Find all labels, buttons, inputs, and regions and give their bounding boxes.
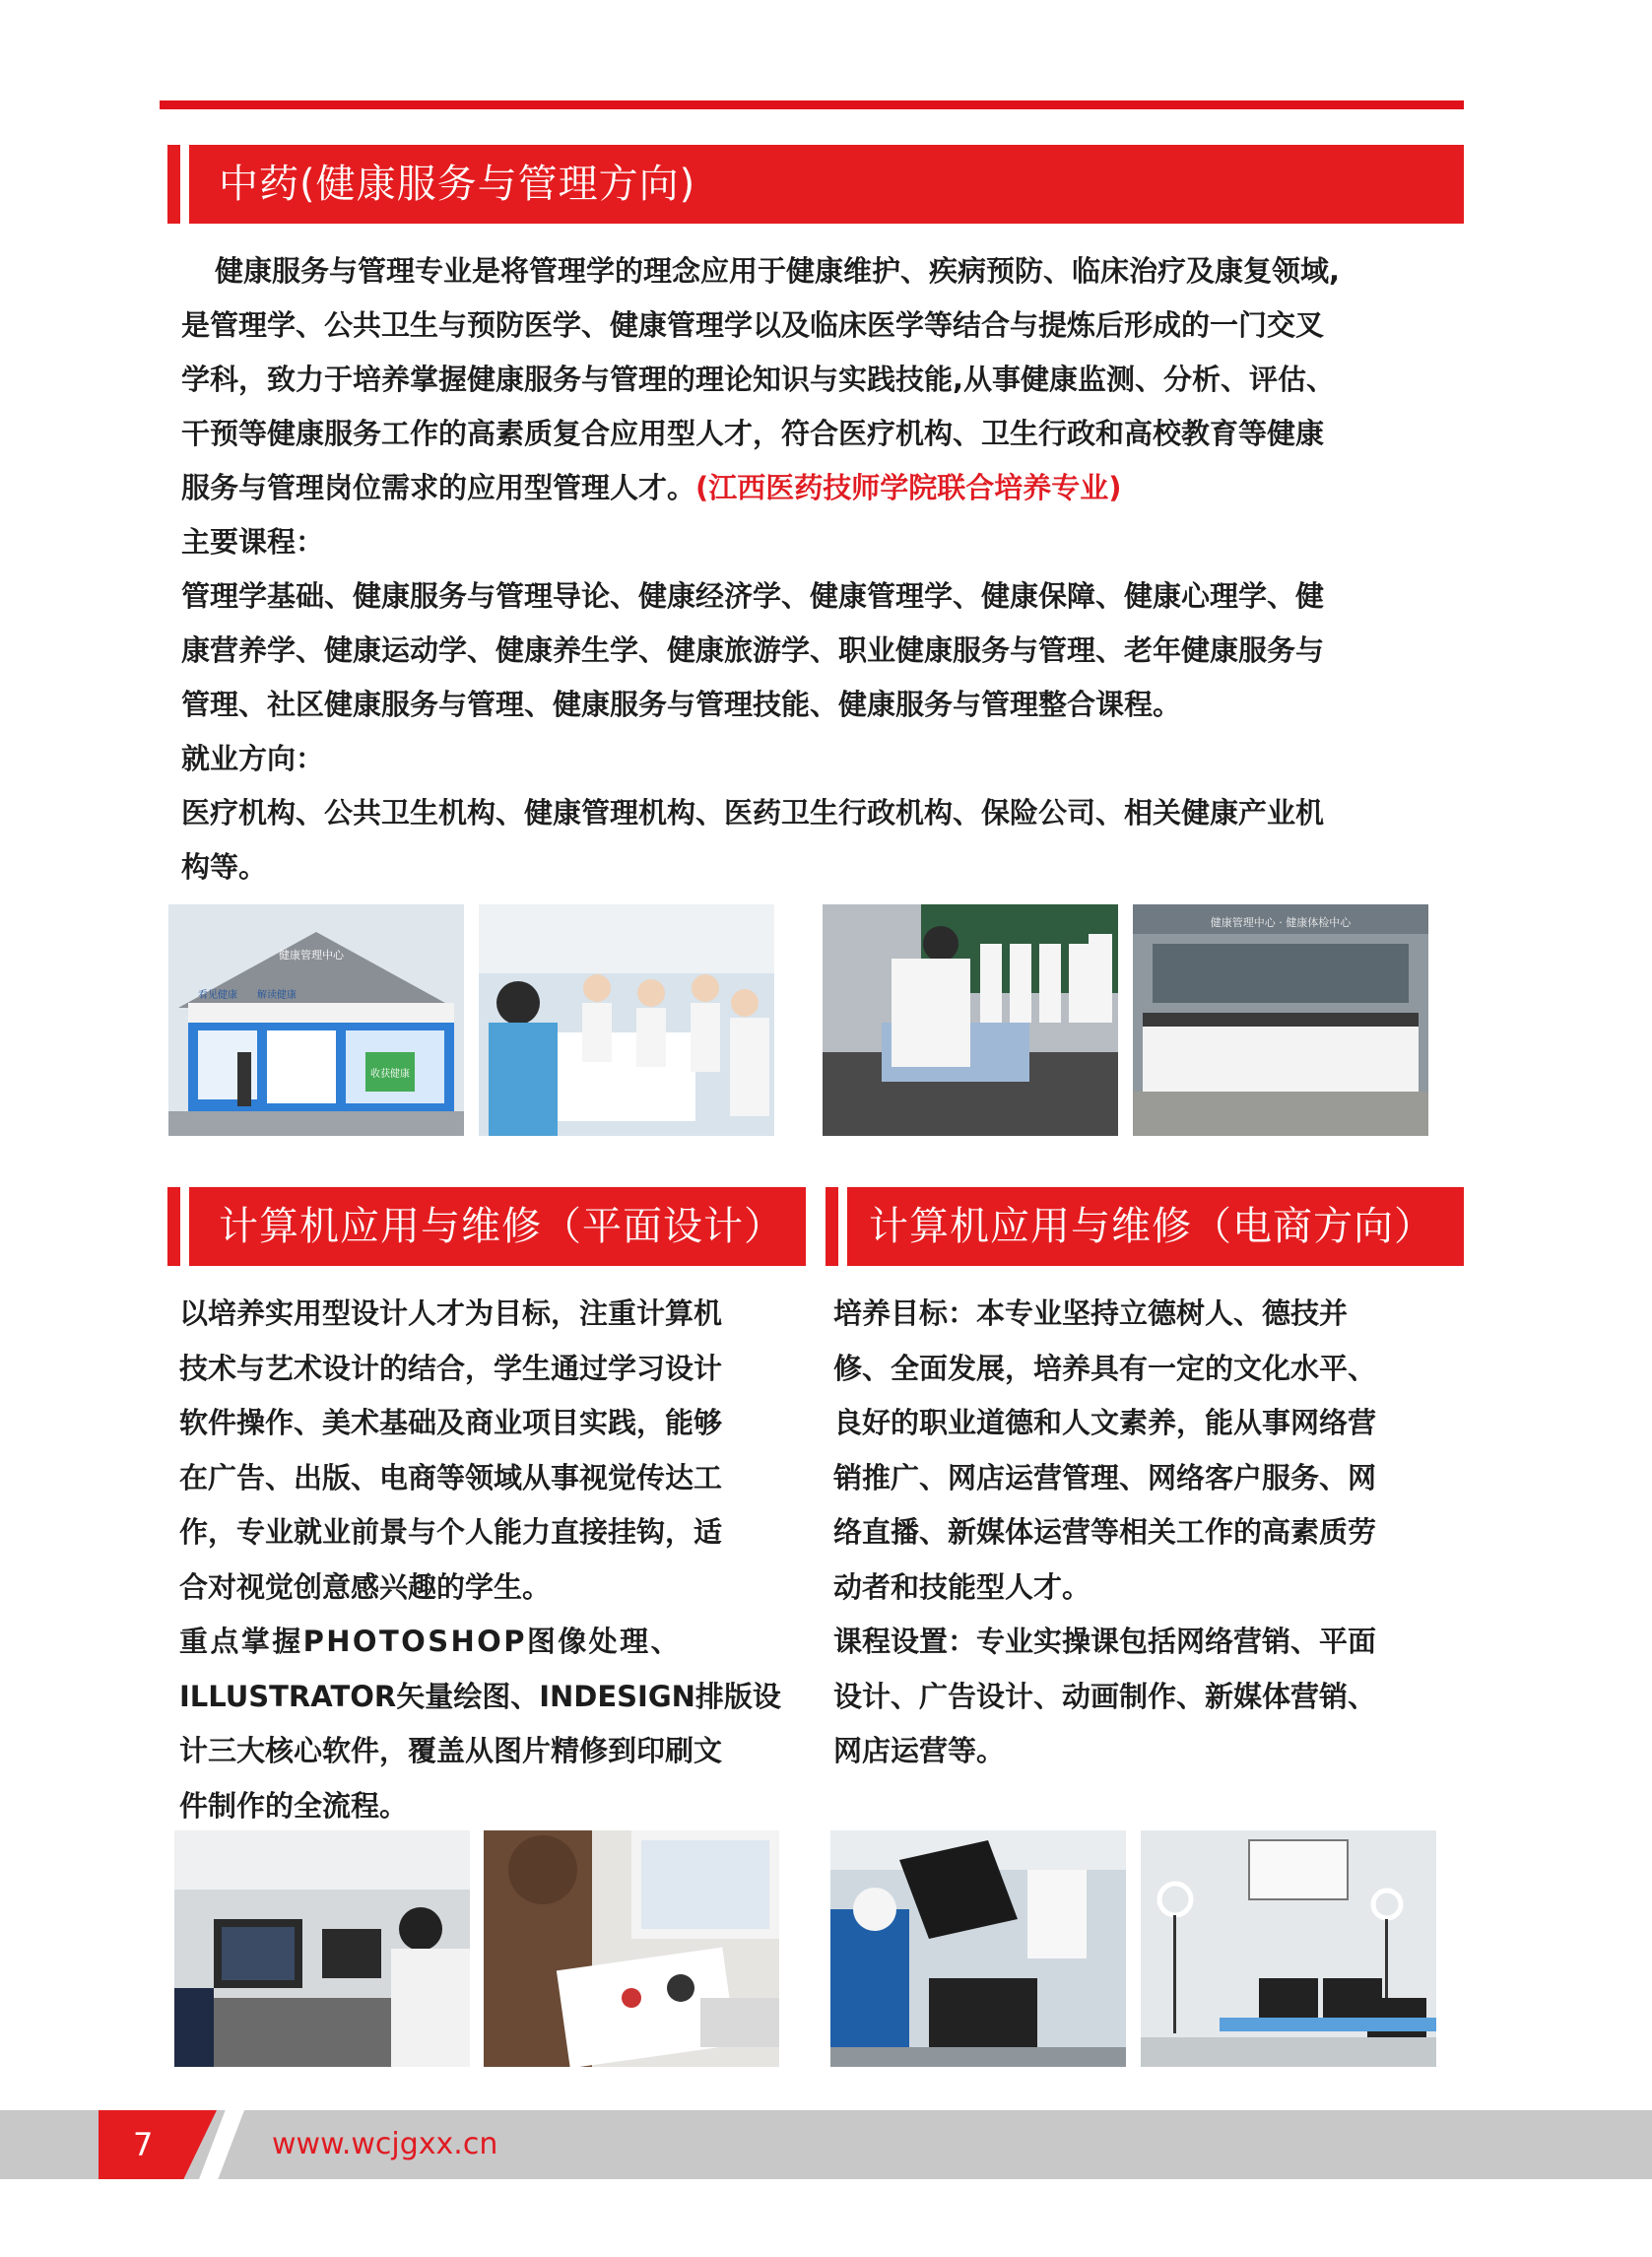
jobs-line-2: 构等。 [181, 850, 268, 884]
ecommerce-line-6: 动者和技能型人才。 [833, 1569, 1091, 1604]
courses-line-2: 康营养学、健康运动学、健康养生学、健康旅游学、职业健康服务与管理、老年健康服务与 [181, 633, 1325, 667]
photo-design-drawing [484, 1830, 779, 2067]
jobs-label: 就业方向： [181, 742, 325, 775]
ecommerce-description [833, 1287, 1444, 1779]
top-divider-line [160, 100, 1464, 109]
intro-line-1: 健康服务与管理专业是将管理学的理念应用于健康维护、疾病预防、临床治疗及康复领域, [215, 254, 1341, 288]
ecommerce-line-9: 网店运营等。 [833, 1734, 1006, 1767]
intro-line-4: 干预等健康服务工作的高素质复合应用型人才，符合医疗机构、卫生行政和高校教育等健康 [181, 417, 1325, 450]
ecommerce-line-1: 培养目标：本专业坚持立德树人、德技并 [833, 1296, 1349, 1330]
photo-live-stream-room [1141, 1830, 1436, 2067]
courses-line-3: 管理、社区健康服务与管理、健康服务与管理技能、健康服务与管理整合课程。 [181, 688, 1182, 721]
design-line-9: 计三大核心软件，覆盖从图片精修到印刷文 [179, 1734, 723, 1767]
design-line-4: 在广告、出版、电商等领域从事视觉传达工 [179, 1460, 723, 1494]
design-line-2: 技术与艺术设计的结合，学生通过学习设计 [179, 1351, 723, 1385]
website-link[interactable]: www.wcjgxx.cn [272, 2127, 498, 2161]
section-title-ecommerce: 计算机应用与维修（电商方向） [869, 1204, 1434, 1249]
intro-line-2: 是管理学、公共卫生与预防医学、健康管理学以及临床医学等结合与提炼后形成的一门交叉 [181, 308, 1325, 342]
design-description [179, 1287, 790, 1833]
ecommerce-line-7: 课程设置：专业实操课包括网络营销、平面 [833, 1625, 1377, 1658]
jobs-list [181, 786, 1462, 895]
section-title-design: 计算机应用与维修（平面设计） [219, 1204, 784, 1249]
joint-program-note: (江西医药技师学院联合培养专业) [695, 471, 1122, 504]
ecommerce-line-2: 修、全面发展，培养具有一定的文化水平、 [833, 1351, 1377, 1385]
courses-list [181, 569, 1462, 732]
svg-text:收获健康: 收获健康 [370, 1069, 410, 1080]
photo-student-group [1133, 904, 1428, 1136]
courses-line-1: 管理学基础、健康服务与管理导论、健康经济学、健康管理学、健康保障、健康心理学、健 [181, 579, 1325, 613]
svg-text:健康管理中心 · 健康体检中心: 健康管理中心 · 健康体检中心 [1210, 916, 1352, 929]
design-line-6: 合对视觉创意感兴趣的学生。 [179, 1569, 552, 1604]
intro-line-3: 学科，致力于培养掌握健康服务与管理的理论知识与实践技能,从事健康监测、分析、评估、 [181, 363, 1336, 396]
svg-text:看见健康: 看见健康 [198, 990, 237, 1001]
design-line-7: 重点掌握PHOTOSHOP图像处理、 [179, 1625, 682, 1658]
design-line-3: 软件操作、美术基础及商业项目实践，能够 [179, 1406, 723, 1439]
sign-text: 健康管理中心 [279, 949, 344, 962]
section-title-health: 中药(健康服务与管理方向) [219, 162, 696, 207]
jobs-line-1: 医疗机构、公共卫生机构、健康管理机构、医药卫生行政机构、保险公司、相关健康产业机 [181, 796, 1325, 830]
design-line-8: ILLUSTRATOR矢量绘图、INDESIGN排版设 [179, 1679, 781, 1713]
section-header-health [167, 145, 1464, 224]
courses-label: 主要课程： [181, 525, 325, 559]
photo-nursing-training [479, 904, 774, 1136]
design-line-1: 以培养实用型设计人才为目标，注重计算机 [179, 1296, 723, 1330]
photo-computer-lab [174, 1830, 470, 2067]
section-header-design [167, 1187, 806, 1266]
photo-clinical-practice [823, 904, 1118, 1136]
health-intro-paragraph [181, 244, 1462, 515]
design-line-5: 作，专业就业前景与个人能力直接挂钩，适 [179, 1515, 723, 1549]
svg-text:解读健康: 解读健康 [257, 990, 297, 1001]
page-number: 7 [133, 2126, 154, 2163]
footer-bar [0, 2110, 1652, 2179]
ecommerce-line-8: 设计、广告设计、动画制作、新媒体营销、 [833, 1679, 1377, 1713]
photo-ecommerce-studio [830, 1830, 1126, 2067]
intro-line-5: 服务与管理岗位需求的应用型管理人才。(江西医药技师学院联合培养专业) [181, 471, 1122, 504]
ecommerce-line-3: 良好的职业道德和人文素养，能从事网络营 [833, 1406, 1377, 1439]
ecommerce-line-5: 络直播、新媒体运营等相关工作的高素质劳 [833, 1515, 1377, 1549]
design-line-10: 件制作的全流程。 [179, 1788, 409, 1823]
photo-health-management-center [168, 904, 464, 1136]
section-header-ecommerce [826, 1187, 1464, 1266]
ecommerce-line-4: 销推广、网店运营管理、网络客户服务、网 [833, 1460, 1377, 1494]
